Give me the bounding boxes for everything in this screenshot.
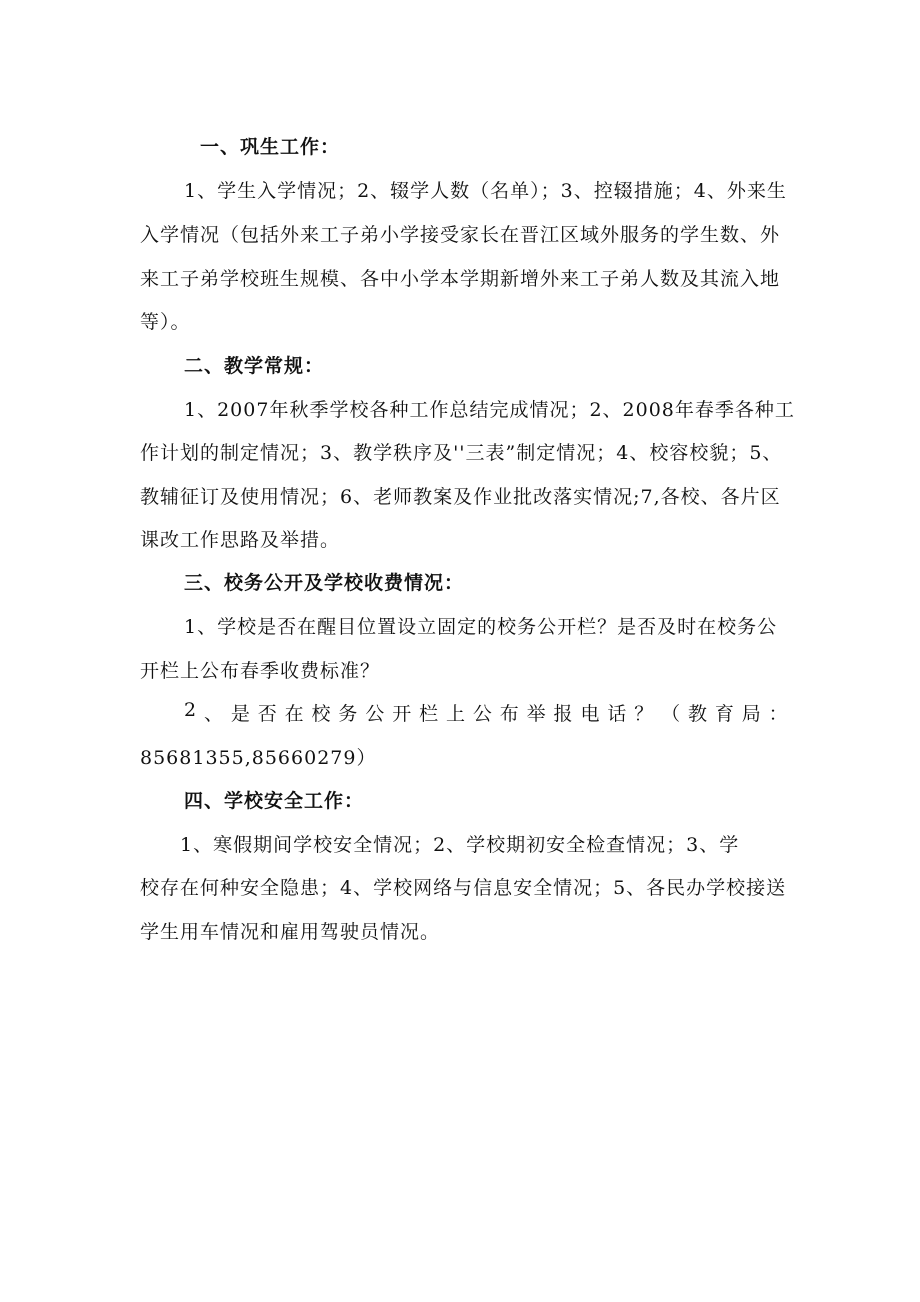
section-1-line-2: 入学情况（包括外来工子弟小学接受家长在晋江区域外服务的学生数、外 <box>140 224 781 246</box>
justified-char: 否 <box>257 703 277 725</box>
justified-char: 局 <box>741 703 761 725</box>
justified-char: ： <box>768 703 788 725</box>
section-1-line-1: 1、学生入学情况；2、辍学人数（名单）；3、控辍措施；4、外来生 <box>184 180 787 202</box>
section-4-line-3: 学生用车情况和雇用驾驶员情况。 <box>140 921 441 943</box>
justified-char: 2 <box>184 699 197 721</box>
section-2-line-2: 作计划的制定情况；3、教学秩序及''三表”制定情况；4、校容校貌；5、 <box>140 442 783 464</box>
justified-char: 开 <box>392 703 412 725</box>
section-heading-3: 三、校务公开及学校收费情况： <box>184 572 465 594</box>
section-3-item-2-line-1 <box>184 699 788 726</box>
section-4-line-2: 校存在何种安全隐患；4、学校网络与信息安全情况；5、各民办学校接送 <box>140 877 787 899</box>
justified-char: 是 <box>230 703 250 725</box>
justified-char: 教 <box>688 703 708 725</box>
justified-char: 报 <box>553 703 573 725</box>
justified-char: 话 <box>607 703 627 725</box>
justified-char: 公 <box>472 703 492 725</box>
section-2-line-4: 课改工作思路及举措。 <box>140 529 341 551</box>
justified-char: 电 <box>580 703 600 725</box>
section-heading-4: 四、学校安全工作： <box>184 790 365 812</box>
justified-char: 务 <box>338 703 358 725</box>
justified-phone-line <box>184 699 788 726</box>
section-3-line-2: 开栏上公布春季收费标准？ <box>140 660 381 682</box>
section-heading-2: 二、教学常规： <box>184 355 325 377</box>
section-2-line-3: 教辅征订及使用情况；6、老师教案及作业批改落实情况;7,各校、各片区 <box>140 486 781 508</box>
section-2-line-1: 1、2007年秋季学校各种工作总结完成情况；2、2008年春季各种工 <box>184 399 795 421</box>
justified-char: 举 <box>526 703 546 725</box>
section-3-line-1: 1、学校是否在醒目位置设立固定的校务公开栏？是否及时在校务公 <box>184 616 778 638</box>
justified-char: 布 <box>499 703 519 725</box>
justified-char: 公 <box>365 703 385 725</box>
justified-char: （ <box>661 703 681 725</box>
justified-char: 育 <box>714 703 734 725</box>
justified-char: 上 <box>445 703 465 725</box>
justified-char: 、 <box>203 703 223 725</box>
section-3-item-2-line-2: 85681355,85660279） <box>140 747 377 769</box>
section-4-line-1: 1、寒假期间学校安全情况；2、学校期初安全检查情况；3、学 <box>180 834 740 856</box>
justified-char: ？ <box>634 703 654 725</box>
justified-char: 校 <box>311 703 331 725</box>
justified-char: 栏 <box>419 703 439 725</box>
section-1-line-4: 等）。 <box>140 311 191 333</box>
section-heading-1: 一、巩生工作： <box>200 136 341 158</box>
section-1-line-3: 来工子弟学校班生规模、各中小学本学期新增外来工子弟人数及其流入地 <box>140 268 781 290</box>
justified-char: 在 <box>284 703 304 725</box>
